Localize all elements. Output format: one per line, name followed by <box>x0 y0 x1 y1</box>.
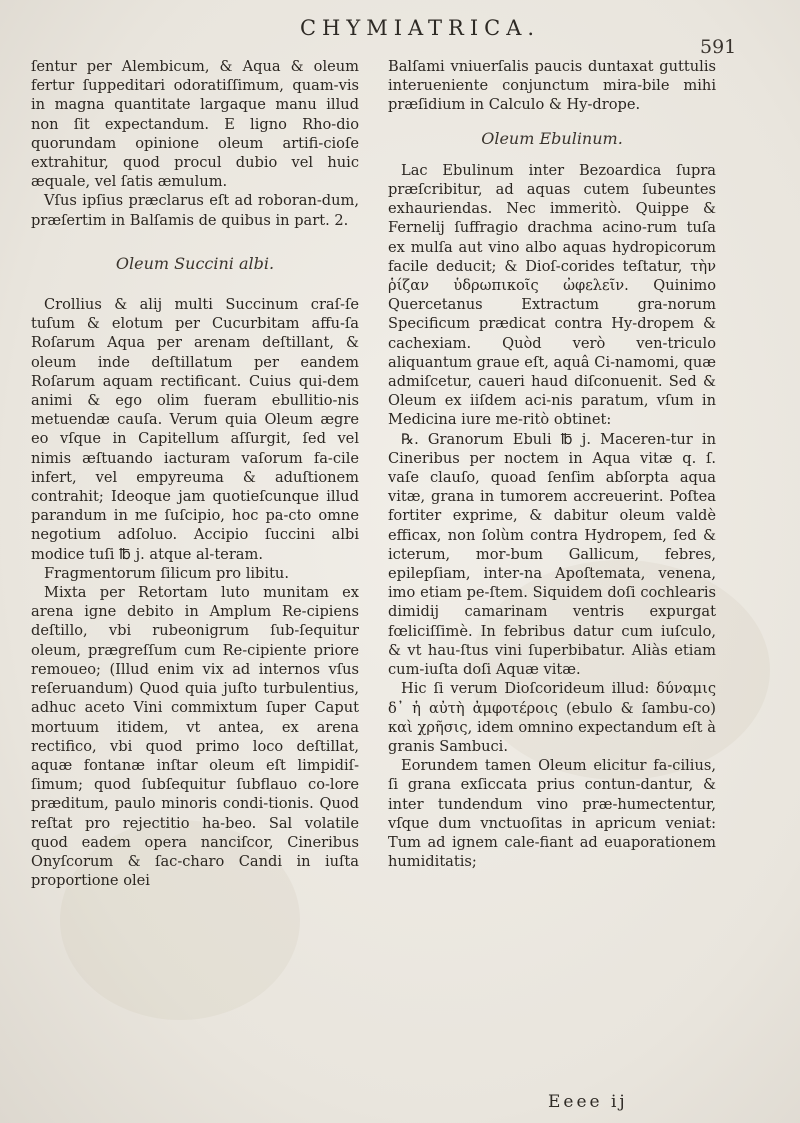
paragraph: Vſus ipſius præclarus eſt ad roboran-dum, præſertim in Balſamis de quibus in part. 2. <box>31 192 359 229</box>
running-head: CHYMIATRICA. <box>299 16 541 40</box>
catchwords: Eeee ij <box>548 1092 628 1112</box>
paragraph: Eorundem tamen Oleum elicitur fa-cilius, ſi grana exſiccata prius contun-dantur, & inter tundendum vino præ-humectentur, vſque dum vnctuoſitas in apricum veniat: Tum ad ignem cale-fiant ad euaporationem humiditatis; <box>388 757 716 871</box>
paragraph: Crollius & alij multi Succinum craſ-ſe tuſum & elotum per Cucurbitam affu-ſa Roſarum Aqua per arenam deſtillant, & oleum inde deſtillatum per eandem Roſarum aquam rectificant. Cuius qui-dem animi & ego olim fueram ebullitio-nis metuendæ cauſa. Verum quia Oleum ægre eo vſque in Capitellum aſſurgit, ſed vel nimis æſtuando iacturam vaſorum fa-cile infert, vel empyreuma & aduſtionem contrahit; Ideoque jam quotieſcunque illud parandum in me ſuſcipio, hoc pa-cto omne negotium adſoluo. Accipio ſuccini albi modice tuſi ℔ j. atque al-teram. <box>31 296 359 563</box>
paragraph: Lac Ebulinum inter Bezoardica ſupra præſcribitur, ad aquas cutem ſubeuntes exhauriendas. Nec immeritò. Quippe & Fernelij ſuffragio drachma acino-rum tuſa ex mulſa aut vino albo aquas hydropicorum facile deducit; & Dioſ-corides teſtatur, τὴν ῥίζαν ὑδρωπικοῖς ὠφελεῖν. Quinimo Quercetanus Extractum gra-norum Specificum prædicat contra Hy-dropem & cachexiam. Quòd verò ven-triculo aliquantum graue eſt, aquâ Ci-namomi, quæ admiſcetur, caueri haud diſconuenit. Sed & Oleum ex iiſdem aci-nis paratum, vſum in Medicina iure me-ritò obtinet: <box>388 161 717 429</box>
page-number: 591 <box>700 36 737 58</box>
paragraph: Hic ſi verum Dioſcorideum illud: δύναμις δ᾽ ἡ αὐτὴ ἀμφοτέροις (ebulo & ſambu-co) καὶ χρῆσις, idem omnino expectandum eſt à granis Sambuci. <box>388 680 716 755</box>
paragraph: Balſami vniuerſalis paucis duntaxat guttulis interueniente conjunctum mira-bile mihi præſidium in Calculo & Hy-drope. <box>388 58 716 114</box>
paragraph: Fragmentorum ſilicum pro libitu. <box>44 564 289 582</box>
section-heading: Oleum Succini albi. <box>115 253 275 273</box>
page-header <box>0 16 800 58</box>
left-column <box>31 57 359 890</box>
right-column <box>388 57 716 871</box>
paragraph: ſentur per Alembicum, & Aqua & oleum fertur ſuppeditari odoratiſſimum, quam-vis in magna quantitate largaque manu illud non ſit expectandum. E ligno Rho-dio quorundam opinione oleum artifi-cioſe extrahitur, quod procul dubio vel huic æquale, vel ſatis æmulum. <box>31 58 359 191</box>
section-heading: Oleum Ebulinum. <box>481 128 623 148</box>
paragraph: ℞. Granorum Ebuli ℔ j. Maceren-tur in Cineribus per noctem in Aqua vitæ q. ſ. vaſe clauſo, quoad ſenſim abſorpta aqua vitæ, grana in tumorem accreuerint. Poſtea fortiter exprime, & dabitur oleum valdè efficax, non ſolùm contra Hydropem, ſed & icterum, mor-bum Gallicum, febres, epilepſiam, inter-na Apoſtemata, venena, imo etiam pe-ſtem. Siquidem doſi cochlearis dimidij camarinam ventris expurgat fœliciſſimè. In febribus datur cum iuſculo, & vt hau-ſtus vini ſuperbibatur. Aliàs etiam cum-iuſta doſi Aquæ vitæ. <box>388 430 716 679</box>
paragraph: Mixta per Retortam luto munitam ex arena igne debito in Amplum Re-cipiens deſtillo, vbi rubeonigrum ſub-ſequitur oleum, prægreſſum cum Re-cipiente priore remoueo; (Illud enim vix ad internos vſus reſeruandum) Quod quia juſto turbulentius, adhuc aceto Vini commixtum ſuper Caput mortuum itidem, vt antea, ex arena rectifico, vbi quod primo loco deſtillat, aquæ fontanæ inſtar oleum eſt limpidiſ-ſimum; quod ſubſequitur ſubflauo co-lore præditum, paulo minoris condi-tionis. Quod reſtat pro rejectitio ha-beo. Sal volatile quod eadem opera nanciſcor, Cineribus Onyſcorum & ſac-charo Candi in iuſta proportione olei <box>31 584 359 890</box>
